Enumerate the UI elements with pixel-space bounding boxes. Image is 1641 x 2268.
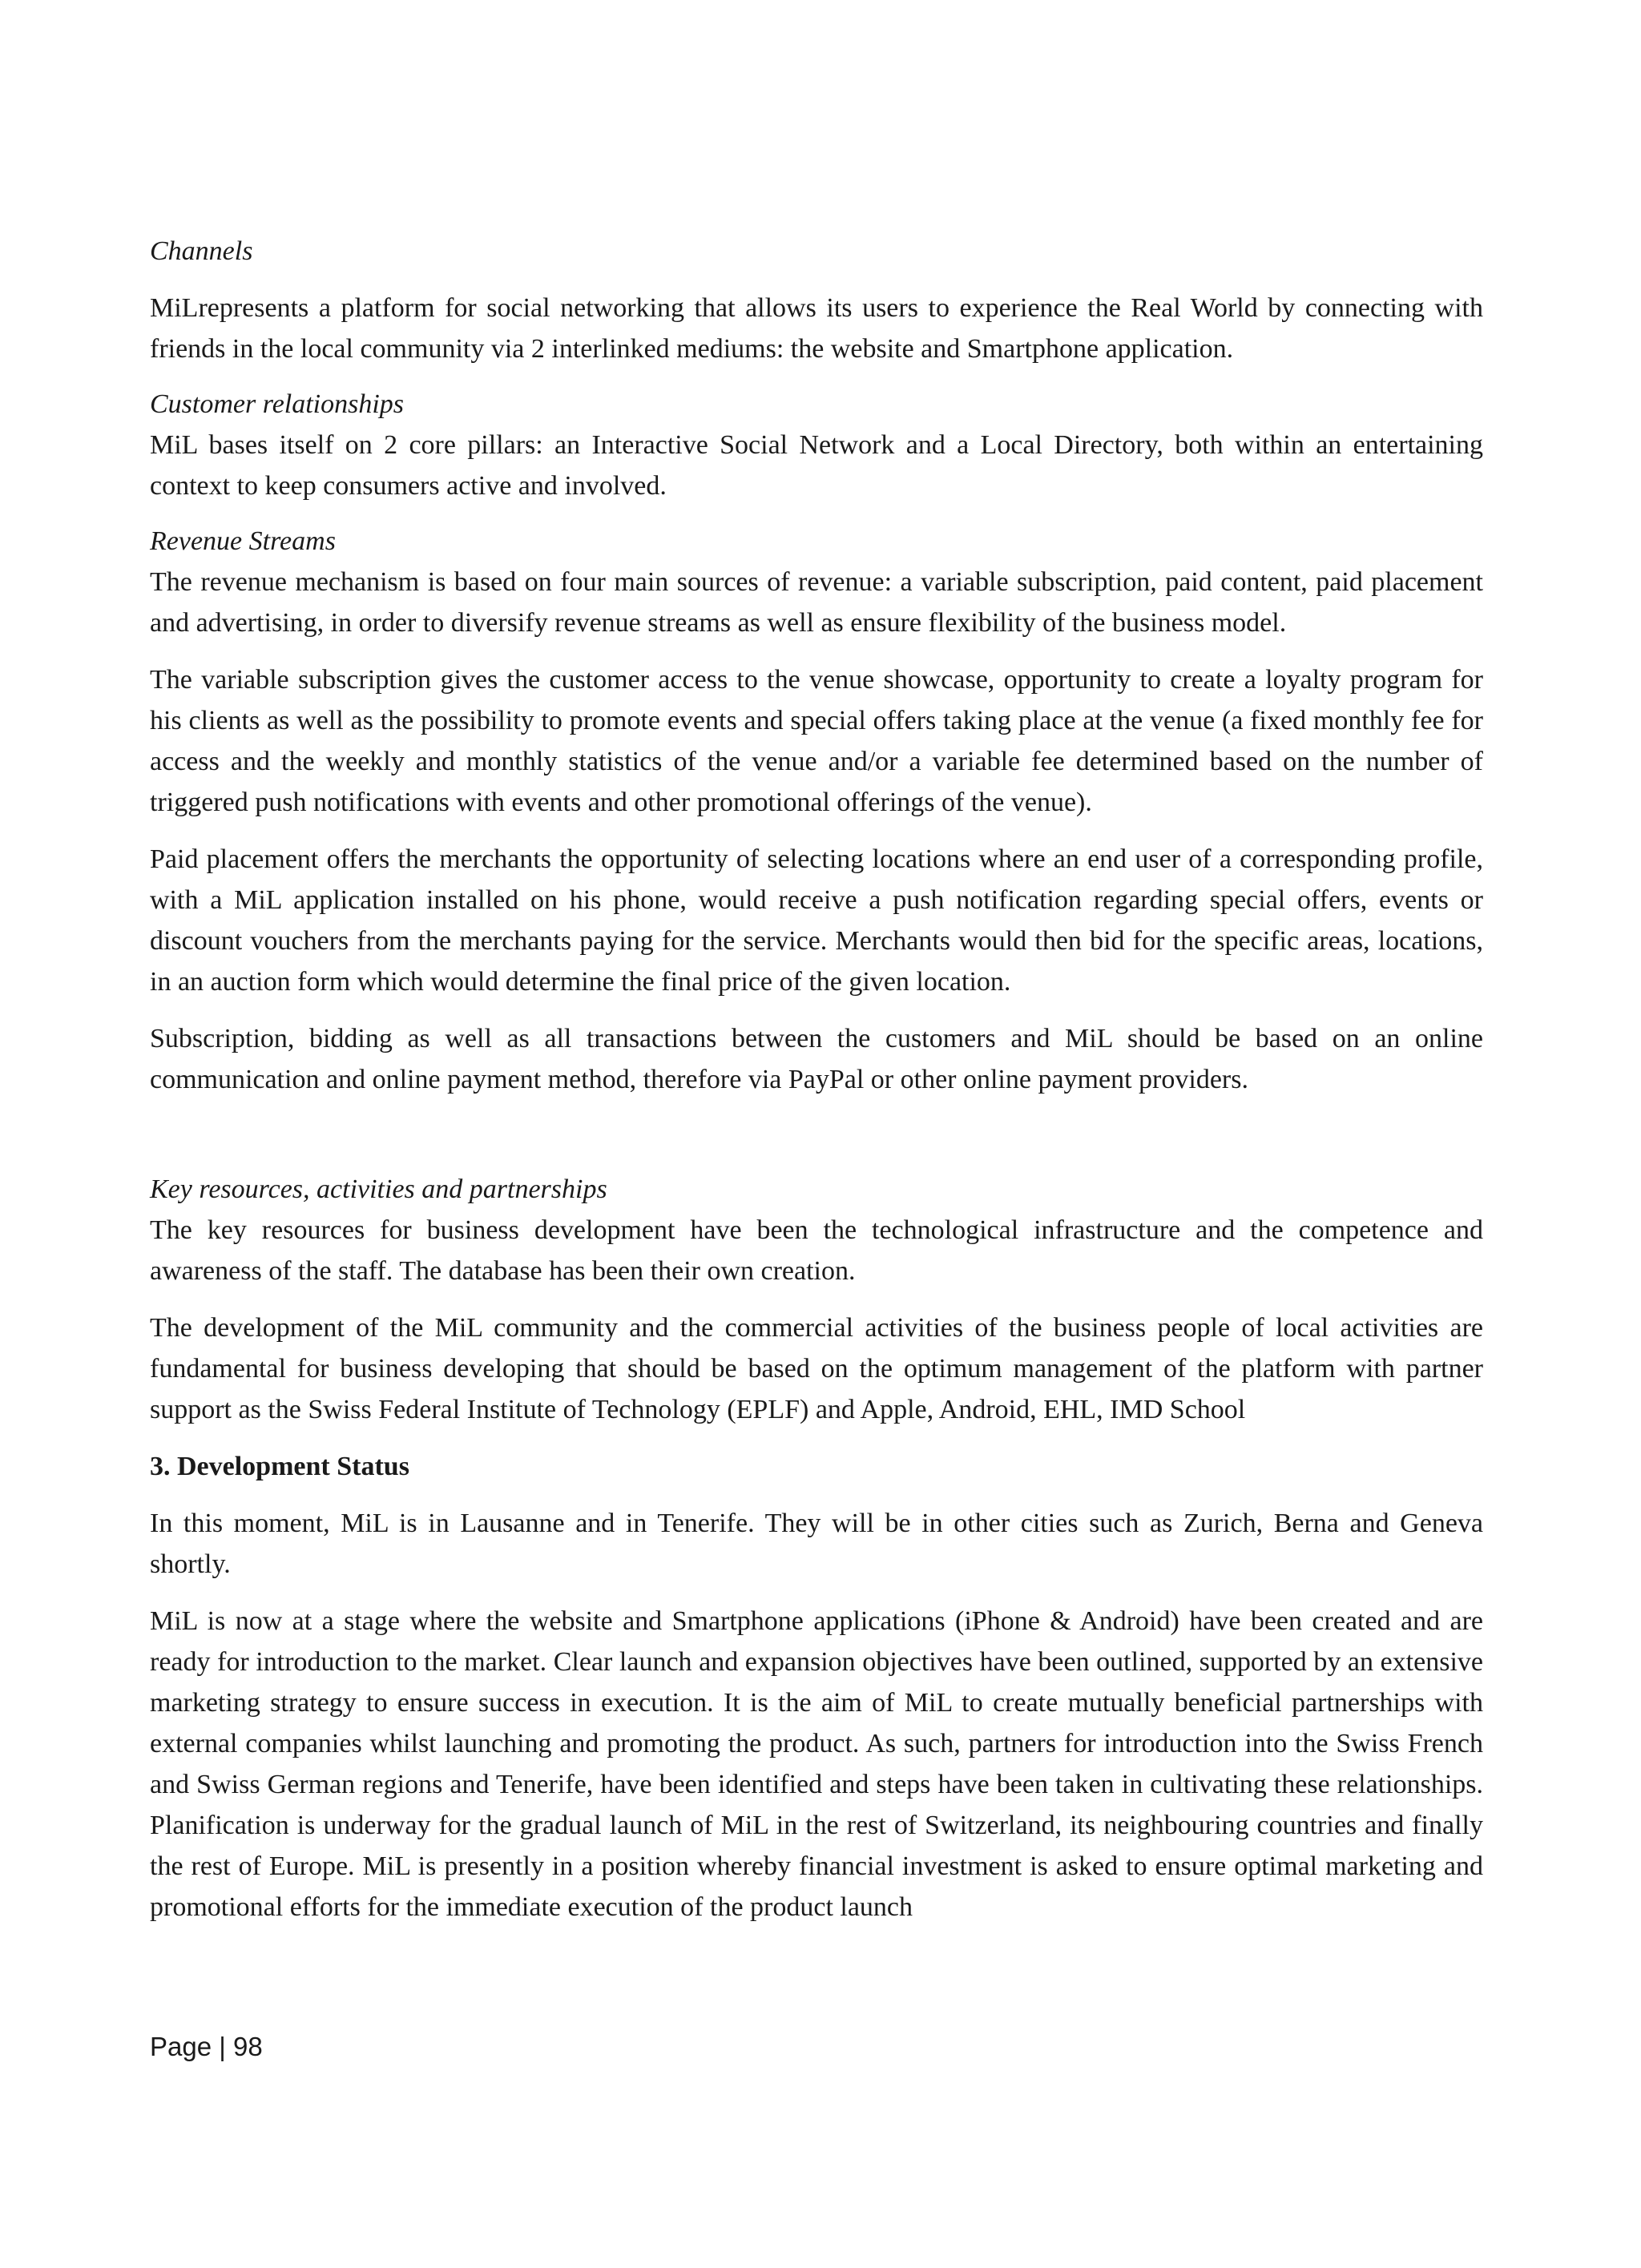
paragraph: The development of the MiL community and the commercial activities of the business people of local activities are fundamental for business developing that should be based on the optimum management of the platform with partner support as the Swiss Federal Institute of Technology (EPLF) and Apple, Android, EHL, IMD School	[150, 1313, 1483, 1424]
paragraph: The variable subscription gives the customer access to the venue showcase, opportunity to create a loyalty program for his clients as well as the possibility to promote events and special offers taking place at the venue (a fixed monthly fee for access and the weekly and monthly statistics of the venue and/or a variable fee determined based on the number of triggered push notifications with events and other promotional offerings of the venue).	[150, 665, 1483, 817]
paragraph: Subscription, bidding as well as all transactions between the customers and MiL should be based on an online communication and online payment method, therefore via PayPal or other online payment providers.	[150, 1024, 1483, 1094]
section-heading-key-resources: Key resources, activities and partnerships	[150, 1174, 607, 1204]
section-heading-customer-relationships: Customer relationships	[150, 389, 405, 419]
paragraph: The revenue mechanism is based on four main sources of revenue: a variable subscription, paid content, paid placement and advertising, in order to diversify revenue streams as well as ensure flexibility of the business model.	[150, 567, 1483, 638]
paragraph: Paid placement offers the merchants the opportunity of selecting locations where an end user of a corresponding profile, with a MiL application installed on his phone, would receive a push notification regarding special offers, events or discount vouchers from the merchants paying for the service. Merchants would then bid for the specific areas, locations, in an auction form which would determine the final price of the given location.	[150, 844, 1483, 997]
paragraph: MiL bases itself on 2 core pillars: an Interactive Social Network and a Local Directory, both within an entertaining context to keep consumers active and involved.	[150, 430, 1483, 501]
paragraph: MiL is now at a stage where the website and Smartphone applications (iPhone & Android) have been created and are ready for introduction to the market. Clear launch and expansion objectives have been outlined, supported by an extensive marketing strategy to ensure success in execution. It is the aim of MiL to create mutually beneficial partnerships with external companies whilst launching and promoting the product. As such, partners for introduction into the Swiss French and Swiss German regions and Tenerife, have been identified and steps have been taken in cultivating these relationships. Planification is underway for the gradual launch of MiL in the rest of Switzerland, its neighbouring countries and finally the rest of Europe. MiL is presently in a position whereby financial investment is asked to ensure optimal marketing and promotional efforts for the immediate execution of the product launch	[150, 1606, 1483, 1922]
page-number: Page | 98	[150, 2032, 263, 2061]
document-page	[150, 231, 1483, 1928]
paragraph: MiLrepresents a platform for social networking that allows its users to experience the Real World by connecting with friends in the local community via 2 interlinked mediums: the website and Smartphone application.	[150, 293, 1483, 364]
section-heading-revenue-streams: Revenue Streams	[150, 526, 336, 556]
section-heading-channels: Channels	[150, 236, 253, 266]
paragraph: The key resources for business development have been the technological infrastructure and the competence and awareness of the staff. The database has been their own creation.	[150, 1215, 1483, 1286]
paragraph: In this moment, MiL is in Lausanne and in Tenerife. They will be in other cities such as Zurich, Berna and Geneva shortly.	[150, 1509, 1483, 1579]
section-heading-development-status: 3. Development Status	[150, 1452, 409, 1481]
